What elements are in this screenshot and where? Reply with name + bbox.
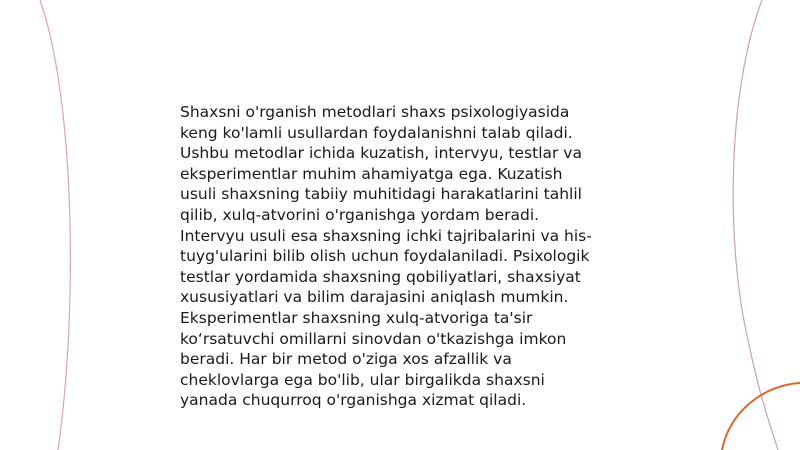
body-paragraph [180,102,620,411]
paragraph-line: eksperimentlar muhim ahamiyatga ega. Kuzatish [180,164,563,183]
paragraph-line: testlar yordamida shaxsning qobiliyatlari, shaxsiyat [180,267,581,286]
left-decorative-arc [40,0,70,450]
paragraph-line: Intervyu usuli esa shaxsning ichki tajribalarini va his- [180,226,592,245]
paragraph-line: Ushbu metodlar ichida kuzatish, intervyu, testlar va [180,144,582,163]
paragraph-line: Shaxsni o'rganish metodlari shaxs psixologiyasida [180,103,570,121]
paragraph-line: ko‘rsatuvchi omillarni sinovdan o'tkazishga imkon [180,329,567,348]
paragraph-line: Eksperimentlar shaxsning xulq-atvoriga ta'sir [180,308,533,327]
paragraph-line: keng ko'lamli usullardan foydalanishni talab qiladi. [180,123,573,142]
paragraph-line: cheklovlarga ega bo'lib, ular birgalikda shaxsni [180,370,545,389]
paragraph-line: xususiyatlari va bilim darajasini aniqlash mumkin. [180,288,569,307]
paragraph-line: tuyg'ularini bilib olish uchun foydalaniladi. Psixologik [180,247,590,266]
paragraph-line: usuli shaxsning tabiiy muhitidagi harakatlarini tahlil [180,185,582,204]
paragraph-line: yanada chuqurroq o'rganishga xizmat qiladi. [180,391,527,410]
paragraph-line: qilib, xulq-atvorini o'rganishga yordam beradi. [180,205,540,224]
right-decorative-arc [733,0,778,450]
paragraph-line: beradi. Har bir metod o'ziga xos afzallik va [180,350,512,369]
